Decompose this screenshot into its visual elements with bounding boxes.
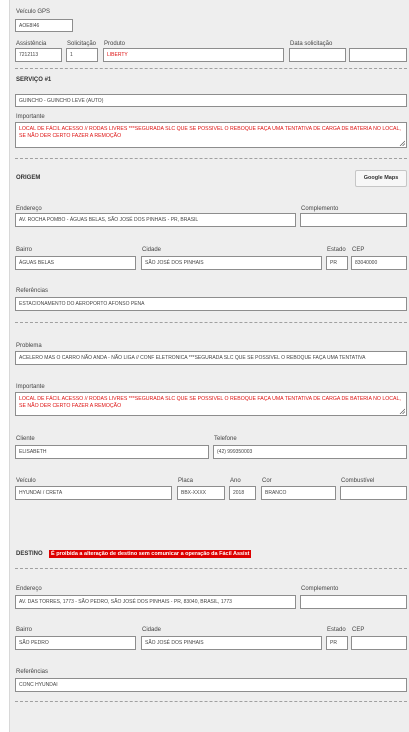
origem-cep-label: CEP bbox=[352, 247, 365, 253]
destino-cep-field[interactable] bbox=[351, 636, 407, 650]
placa-field[interactable]: BBX-XXXX bbox=[177, 486, 225, 500]
servico-importante-text: LOCAL DE FÁCIL ACESSO // RODAS LIVRES ***SEGURADA SLC QUE SE POSSIVEL O REBOQUE FAÇA UMA TENTATIVA DE CARGA DE BATERIA NO LOCAL, SE NÃO DER CERTO FAZER A REMOÇÃO bbox=[19, 126, 401, 139]
problema-label: Problema bbox=[16, 343, 42, 349]
destino-bairro-field[interactable]: SÃO PEDRO bbox=[15, 636, 136, 650]
origem-endereco-field[interactable]: AV. ROCHA POMBO - ÁGUAS BELAS, SÃO JOSÉ DOS PINHAIS - PR, BRASIL bbox=[15, 213, 296, 227]
origem-cep-field[interactable]: 83040000 bbox=[351, 256, 407, 270]
form-panel bbox=[9, 0, 409, 732]
cor-label: Cor bbox=[262, 478, 272, 484]
solicitacao-field[interactable]: 1 bbox=[66, 48, 98, 62]
problema-field[interactable]: ACELERO MAS O CARRO NÃO ANDA - NÃO LIGA // CONF ELETRONICA ***SEGURADA SLC QUE SE POSSIVEL O REBOQUE FAÇA UMA TENTATIVA bbox=[15, 351, 407, 365]
origem-estado-field[interactable]: PR bbox=[326, 256, 348, 270]
resize-handle-icon[interactable] bbox=[399, 408, 405, 414]
origem-complemento-field[interactable] bbox=[300, 213, 407, 227]
data-solicitacao-field[interactable] bbox=[289, 48, 346, 62]
telefone-label: Telefone bbox=[214, 436, 237, 442]
problema-importante-text: LOCAL DE FÁCIL ACESSO // RODAS LIVRES ***SEGURADA SLC QUE SE POSSIVEL O REBOQUE FAÇA UMA TENTATIVA DE CARGA DE BATERIA NO LOCAL, SE NÃO DER CERTO FAZER A REMOÇÃO bbox=[19, 396, 401, 409]
origem-estado-label: Estado bbox=[327, 247, 346, 253]
divider bbox=[15, 568, 407, 569]
destino-referencias-field[interactable]: CONC HYUNDAI bbox=[15, 678, 407, 692]
destino-cep-label: CEP bbox=[352, 627, 365, 633]
cliente-field[interactable]: ELISABETH bbox=[15, 445, 209, 459]
origem-bairro-label: Bairro bbox=[16, 247, 33, 253]
destino-referencias-label: Referências bbox=[16, 669, 49, 675]
destino-endereco-field[interactable]: AV. DAS TORRES, 1773 - SÃO PEDRO, SÃO JOSÉ DOS PINHAIS - PR, 83040, BRASIL, 1773 bbox=[15, 595, 296, 609]
servico-importante-label: Importante bbox=[16, 114, 45, 120]
destino-bairro-label: Bairro bbox=[16, 627, 33, 633]
vehicle-gps-label: Veículo GPS bbox=[16, 9, 51, 15]
servico-title: SERVIÇO #1 bbox=[16, 77, 52, 83]
destino-endereco-label: Endereço bbox=[16, 586, 42, 592]
cor-field[interactable]: BRANCO bbox=[261, 486, 336, 500]
origem-complemento-label: Complemento bbox=[301, 206, 339, 212]
origem-referencias-label: Referências bbox=[16, 288, 49, 294]
servico-field[interactable]: GUINCHO - GUINCHO LEVE (AUTO) bbox=[15, 94, 407, 107]
origem-bairro-field[interactable]: ÁGUAS BELAS bbox=[15, 256, 136, 270]
combustivel-field[interactable] bbox=[340, 486, 407, 500]
destino-complemento-field[interactable] bbox=[300, 595, 407, 609]
assistencia-field[interactable]: 7212113 bbox=[15, 48, 62, 62]
solicitacao-label: Solicitação bbox=[67, 41, 97, 47]
google-maps-button[interactable]: Google Maps bbox=[355, 170, 407, 187]
veiculo-field[interactable]: HYUNDAI / CRETA bbox=[15, 486, 172, 500]
divider bbox=[15, 158, 407, 159]
origem-referencias-field[interactable]: ESTACIONAMENTO DO AEROPORTO AFONSO PENA bbox=[15, 297, 407, 311]
combustivel-label: Combustível bbox=[341, 478, 375, 484]
problema-importante-textarea[interactable] bbox=[15, 392, 407, 416]
origem-cidade-field[interactable]: SÃO JOSÉ DOS PINHAIS bbox=[141, 256, 322, 270]
produto-label: Produto bbox=[104, 41, 126, 47]
problema-importante-label: Importante bbox=[16, 384, 45, 390]
servico-importante-textarea[interactable] bbox=[15, 122, 407, 148]
data-solicitacao-label: Data solicitação bbox=[290, 41, 333, 47]
destino-cidade-field[interactable]: SÃO JOSÉ DOS PINHAIS bbox=[141, 636, 322, 650]
destino-warning-badge: É proibida a alteração de destino sem comunicar a operação da Fácil Assist bbox=[51, 551, 250, 557]
divider bbox=[15, 701, 407, 702]
hora-solicitacao-field[interactable] bbox=[349, 48, 407, 62]
destino-cidade-label: Cidade bbox=[142, 627, 162, 633]
destino-complemento-label: Complemento bbox=[301, 586, 339, 592]
divider bbox=[15, 322, 407, 323]
cliente-label: Cliente bbox=[16, 436, 35, 442]
vehicle-gps-field[interactable]: AOE8I46 bbox=[15, 19, 73, 32]
divider bbox=[15, 68, 407, 69]
ano-field[interactable]: 2018 bbox=[229, 486, 256, 500]
ano-label: Ano bbox=[230, 478, 241, 484]
veiculo-label: Veículo bbox=[16, 478, 36, 484]
origem-title: ORIGEM bbox=[16, 175, 41, 181]
telefone-field[interactable]: (42) 999350003 bbox=[213, 445, 407, 459]
destino-estado-field[interactable]: PR bbox=[326, 636, 348, 650]
destino-estado-label: Estado bbox=[327, 627, 346, 633]
destino-title: DESTINO bbox=[16, 551, 43, 557]
placa-label: Placa bbox=[178, 478, 194, 484]
assistencia-label: Assistência bbox=[16, 41, 47, 47]
produto-field[interactable]: LIBERTY bbox=[103, 48, 284, 62]
origem-endereco-label: Endereço bbox=[16, 206, 42, 212]
resize-handle-icon[interactable] bbox=[399, 140, 405, 146]
origem-cidade-label: Cidade bbox=[142, 247, 162, 253]
